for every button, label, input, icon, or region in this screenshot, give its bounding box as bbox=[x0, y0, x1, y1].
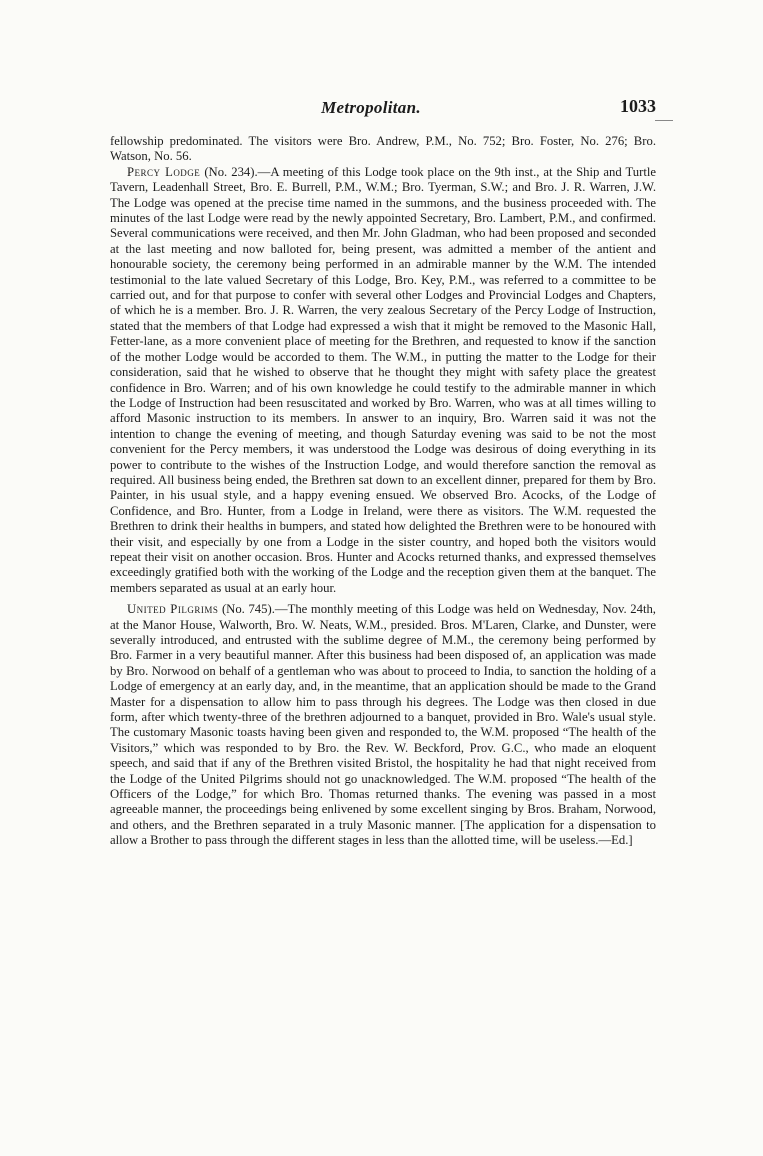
lodge-name: Percy Lodge bbox=[127, 164, 201, 179]
paragraph-text: fellowship predominated. The visitors were Bro. Andrew, P.M., No. 752; Bro. Foster, No. 276; Bro. Watson, No. 56. bbox=[110, 134, 656, 164]
page-number: 1033 bbox=[620, 96, 656, 116]
paragraph-text: (No. 745).—The monthly meeting of this Lodge was held on Wednesday, Nov. 24th, at the Manor House, Walworth, Bro. W. Neats, W.M., presided. Bros. M'Laren, Clarke, and Dunster, were severally introduced, and entrusted with the sublime degree of M.M., the ceremony being performed by Bro. Farmer in a very beautiful manner. After this business had been disposed of, an application was made by Bro. Norwood on behalf of a gentleman who was about to proceed to India, to sanction the holding of a Lodge of emergency at an early day, and, in the meantime, that an application should be made to the Grand Master for a dispensation to allow him to pass through his degrees. The Lodge was then closed in due form, after which twenty-three of the brethren adjourned to a banquet, provided in Bro. Wale's usual style. The customary Masonic toasts having been given and responded to, the W.M. proposed “The health of the Visitors,” which was responded to by Bro. the Rev. W. Beckford, Prov. G.C., who made an eloquent speech, and said that if any of the Brethren visited Bristol, the hospitality he had that night received from the Lodge of the United Pilgrims should not go unacknowledged. The W.M. proposed “The health of the Officers of the Lodge,” for which Bro. Thomas returned thanks. The evening was passed in a most agreeable manner, the proceedings being enlivened by some excellent singing by Bros. Braham, Norwood, and others, and the Brethren separated in a truly Masonic manner. [The application for a dispensation to allow a Brother to pass through the different stages in less than the allotted time, will be useless.—Ed.] bbox=[110, 602, 656, 848]
running-head bbox=[86, 98, 656, 124]
paragraph-percy-lodge bbox=[110, 165, 656, 596]
paragraph-continuation bbox=[110, 134, 656, 165]
paragraph-text: (No. 234).—A meeting of this Lodge took place on the 9th inst., at the Ship and Turtle Tavern, Leadenhall Street, Bro. E. Burrell, P.M., W.M.; Bro. Tyerman, S.W.; and Bro. J. R. Warren, J.W. The Lodge was opened at the precise time named in the summons, and the business proceeded with. The minutes of the last Lodge were read by the newly appointed Secretary, Bro. Lambert, P.M., and confirmed. Several communications were received, and then Mr. John Gladman, who had been proposed and seconded at the last meeting and now balloted for, being present, was admitted a member of the antient and honourable society, the ceremony being performed in an admirable manner by the W.M. The intended testimonial to the late valued Secretary of this Lodge, Bro. Key, P.M., was referred to a committee to be carried out, and for that purpose to confer with several other Lodges and Provincial Lodges and Chapters, of which he is a member. Bro. J. R. Warren, the very zealous Secretary of the Percy Lodge of Instruction, stated that the members of that Lodge had expressed a wish that it might be removed to the Masonic Hall, Fetter-lane, as a more convenient place of meeting for the Brethren, and requested to know if the sanction of the mother Lodge would be accorded to them. The W.M., in putting the matter to the Lodge for their consideration, said that he wished to observe that he thought they might with safety place the greatest confidence in Bro. Warren; and of his own knowledge he could testify to the admirable manner in which the Lodge of Instruction had been resuscitated and worked by Bro. Warren, who was at all times willing to afford Masonic instruction to its members. In answer to an inquiry, Bro. Warren said it was not the intention to change the evening of meeting, and though Saturday evening was said to be not the most convenient for the Percy members, it was understood the Lodge was desirous of doing everything in its power to contribute to the wishes of the Instruction Lodge, and would therefore sanction the removal as required. All business being ended, the Brethren sat down to an excellent dinner, prepared for them by Bro. Painter, in his usual style, and a happy evening ensued. We observed Bro. Acocks, of the Lodge of Confidence, and Bro. Hunter, from a Lodge in Ireland, were there as visitors. The W.M. requested the Brethren to drink their healths in bumpers, and stated how delighted the Brethren were to be honoured with their visit, and especially by one from a Lodge in the sister country, and hoped both the visitors would repeat their visit on another occasion. Bros. Hunter and Acocks returned thanks, and expressed themselves exceedingly gratified both with the working of the Lodge and the reception given them at the banquet. The members separated as usual at an early hour. bbox=[110, 164, 656, 595]
lodge-name: United Pilgrims bbox=[127, 602, 219, 617]
header-rule bbox=[655, 120, 673, 121]
article-body bbox=[110, 134, 656, 849]
running-title: Metropolitan. bbox=[321, 98, 421, 117]
paragraph-united-pilgrims bbox=[110, 602, 656, 849]
